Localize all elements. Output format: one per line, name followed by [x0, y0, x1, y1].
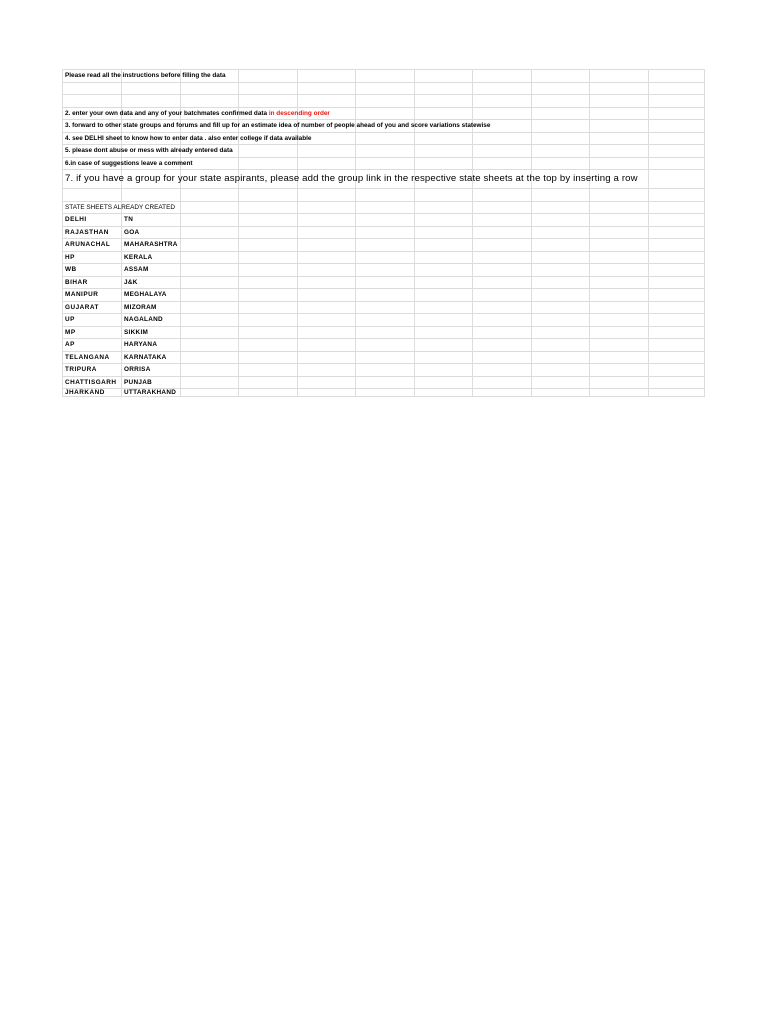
state-col-a: ARUNACHAL: [65, 241, 111, 248]
state-col-a: MANIPUR: [65, 291, 99, 298]
instruction-1: Please read all the instructions before filling the data: [65, 72, 226, 79]
state-col-b: ASSAM: [124, 266, 149, 273]
state-row[interactable]: [63, 352, 704, 365]
instruction-3: 3. forward to other state groups and forums and fill up for an estimate idea of number of people ahead of you and score variations statewise: [65, 122, 491, 129]
instruction-2-text: 2. enter your own data and any of your batchmates confirmed data: [65, 109, 269, 117]
state-col-b: GOA: [124, 228, 140, 236]
state-col-a: HP: [65, 253, 75, 261]
state-col-b: MEGHALAYA: [124, 291, 167, 298]
sheet-row[interactable]: [63, 202, 704, 215]
state-col-b: TN: [124, 216, 134, 223]
state-row[interactable]: [63, 377, 704, 390]
sheet-row[interactable]: [63, 95, 704, 108]
sheet-row[interactable]: [63, 120, 704, 133]
state-col-b: MIZORAM: [124, 303, 157, 311]
state-row[interactable]: [63, 364, 704, 377]
state-row[interactable]: [63, 339, 704, 352]
sheet-row[interactable]: [63, 189, 704, 202]
state-col-a: CHATTISGARH: [65, 378, 117, 386]
state-row[interactable]: [63, 389, 704, 397]
state-row[interactable]: [63, 302, 704, 315]
instruction-2: [65, 108, 330, 120]
state-col-a: JHARKAND: [65, 389, 105, 396]
state-col-b: KERALA: [124, 253, 153, 261]
state-col-a: UP: [65, 316, 75, 323]
state-row[interactable]: [63, 289, 704, 302]
state-row[interactable]: [63, 314, 704, 327]
state-col-a: GUJARAT: [65, 303, 99, 311]
state-col-a: MP: [65, 328, 76, 336]
state-col-a: AP: [65, 341, 75, 348]
state-row[interactable]: [63, 239, 704, 252]
instruction-5: 5. please dont abuse or mess with already entered data: [65, 147, 233, 154]
sheet-row[interactable]: [63, 145, 704, 158]
state-row[interactable]: [63, 227, 704, 240]
spreadsheet-grid: [62, 69, 705, 397]
sheet-row[interactable]: [63, 158, 704, 171]
instruction-7: 7. if you have a group for your state aspirants, please add the group link in the respective state sheets at the top by inserting a row: [65, 173, 638, 184]
instruction-6: 6.in case of suggestions leave a comment: [65, 159, 193, 167]
state-col-b: J&K: [124, 278, 138, 286]
state-col-b: PUNJAB: [124, 378, 153, 386]
state-row[interactable]: [63, 327, 704, 340]
sheet-row[interactable]: [63, 70, 704, 83]
state-col-a: RAJASTHAN: [65, 228, 109, 236]
state-col-a: BIHAR: [65, 278, 88, 286]
state-col-b: MAHARASHTRA: [124, 241, 178, 248]
instruction-2-emphasis: in descending order: [268, 109, 330, 117]
state-col-b: UTTARAKHAND: [124, 389, 177, 396]
state-col-b: HARYANA: [124, 341, 158, 348]
state-col-a: TELANGANA: [65, 353, 110, 361]
state-col-b: SIKKIM: [124, 328, 149, 336]
instruction-4: 4. see DELHI sheet to know how to enter data . also enter college if data available: [65, 134, 312, 142]
sheet-row[interactable]: [63, 133, 704, 146]
state-col-b: NAGALAND: [124, 316, 163, 323]
state-row[interactable]: [63, 277, 704, 290]
state-col-a: DELHI: [65, 216, 87, 223]
state-col-b: KARNATAKA: [124, 353, 167, 361]
state-col-a: WB: [65, 266, 77, 273]
state-row[interactable]: [63, 252, 704, 265]
sheet-row[interactable]: [63, 170, 704, 189]
states-header: STATE SHEETS ALREADY CREATED: [65, 203, 175, 211]
state-col-a: TRIPURA: [65, 366, 97, 373]
state-row[interactable]: [63, 214, 704, 227]
state-row[interactable]: [63, 264, 704, 277]
sheet-row[interactable]: [63, 108, 704, 121]
state-col-b: ORRISA: [124, 366, 151, 373]
sheet-row[interactable]: [63, 83, 704, 96]
